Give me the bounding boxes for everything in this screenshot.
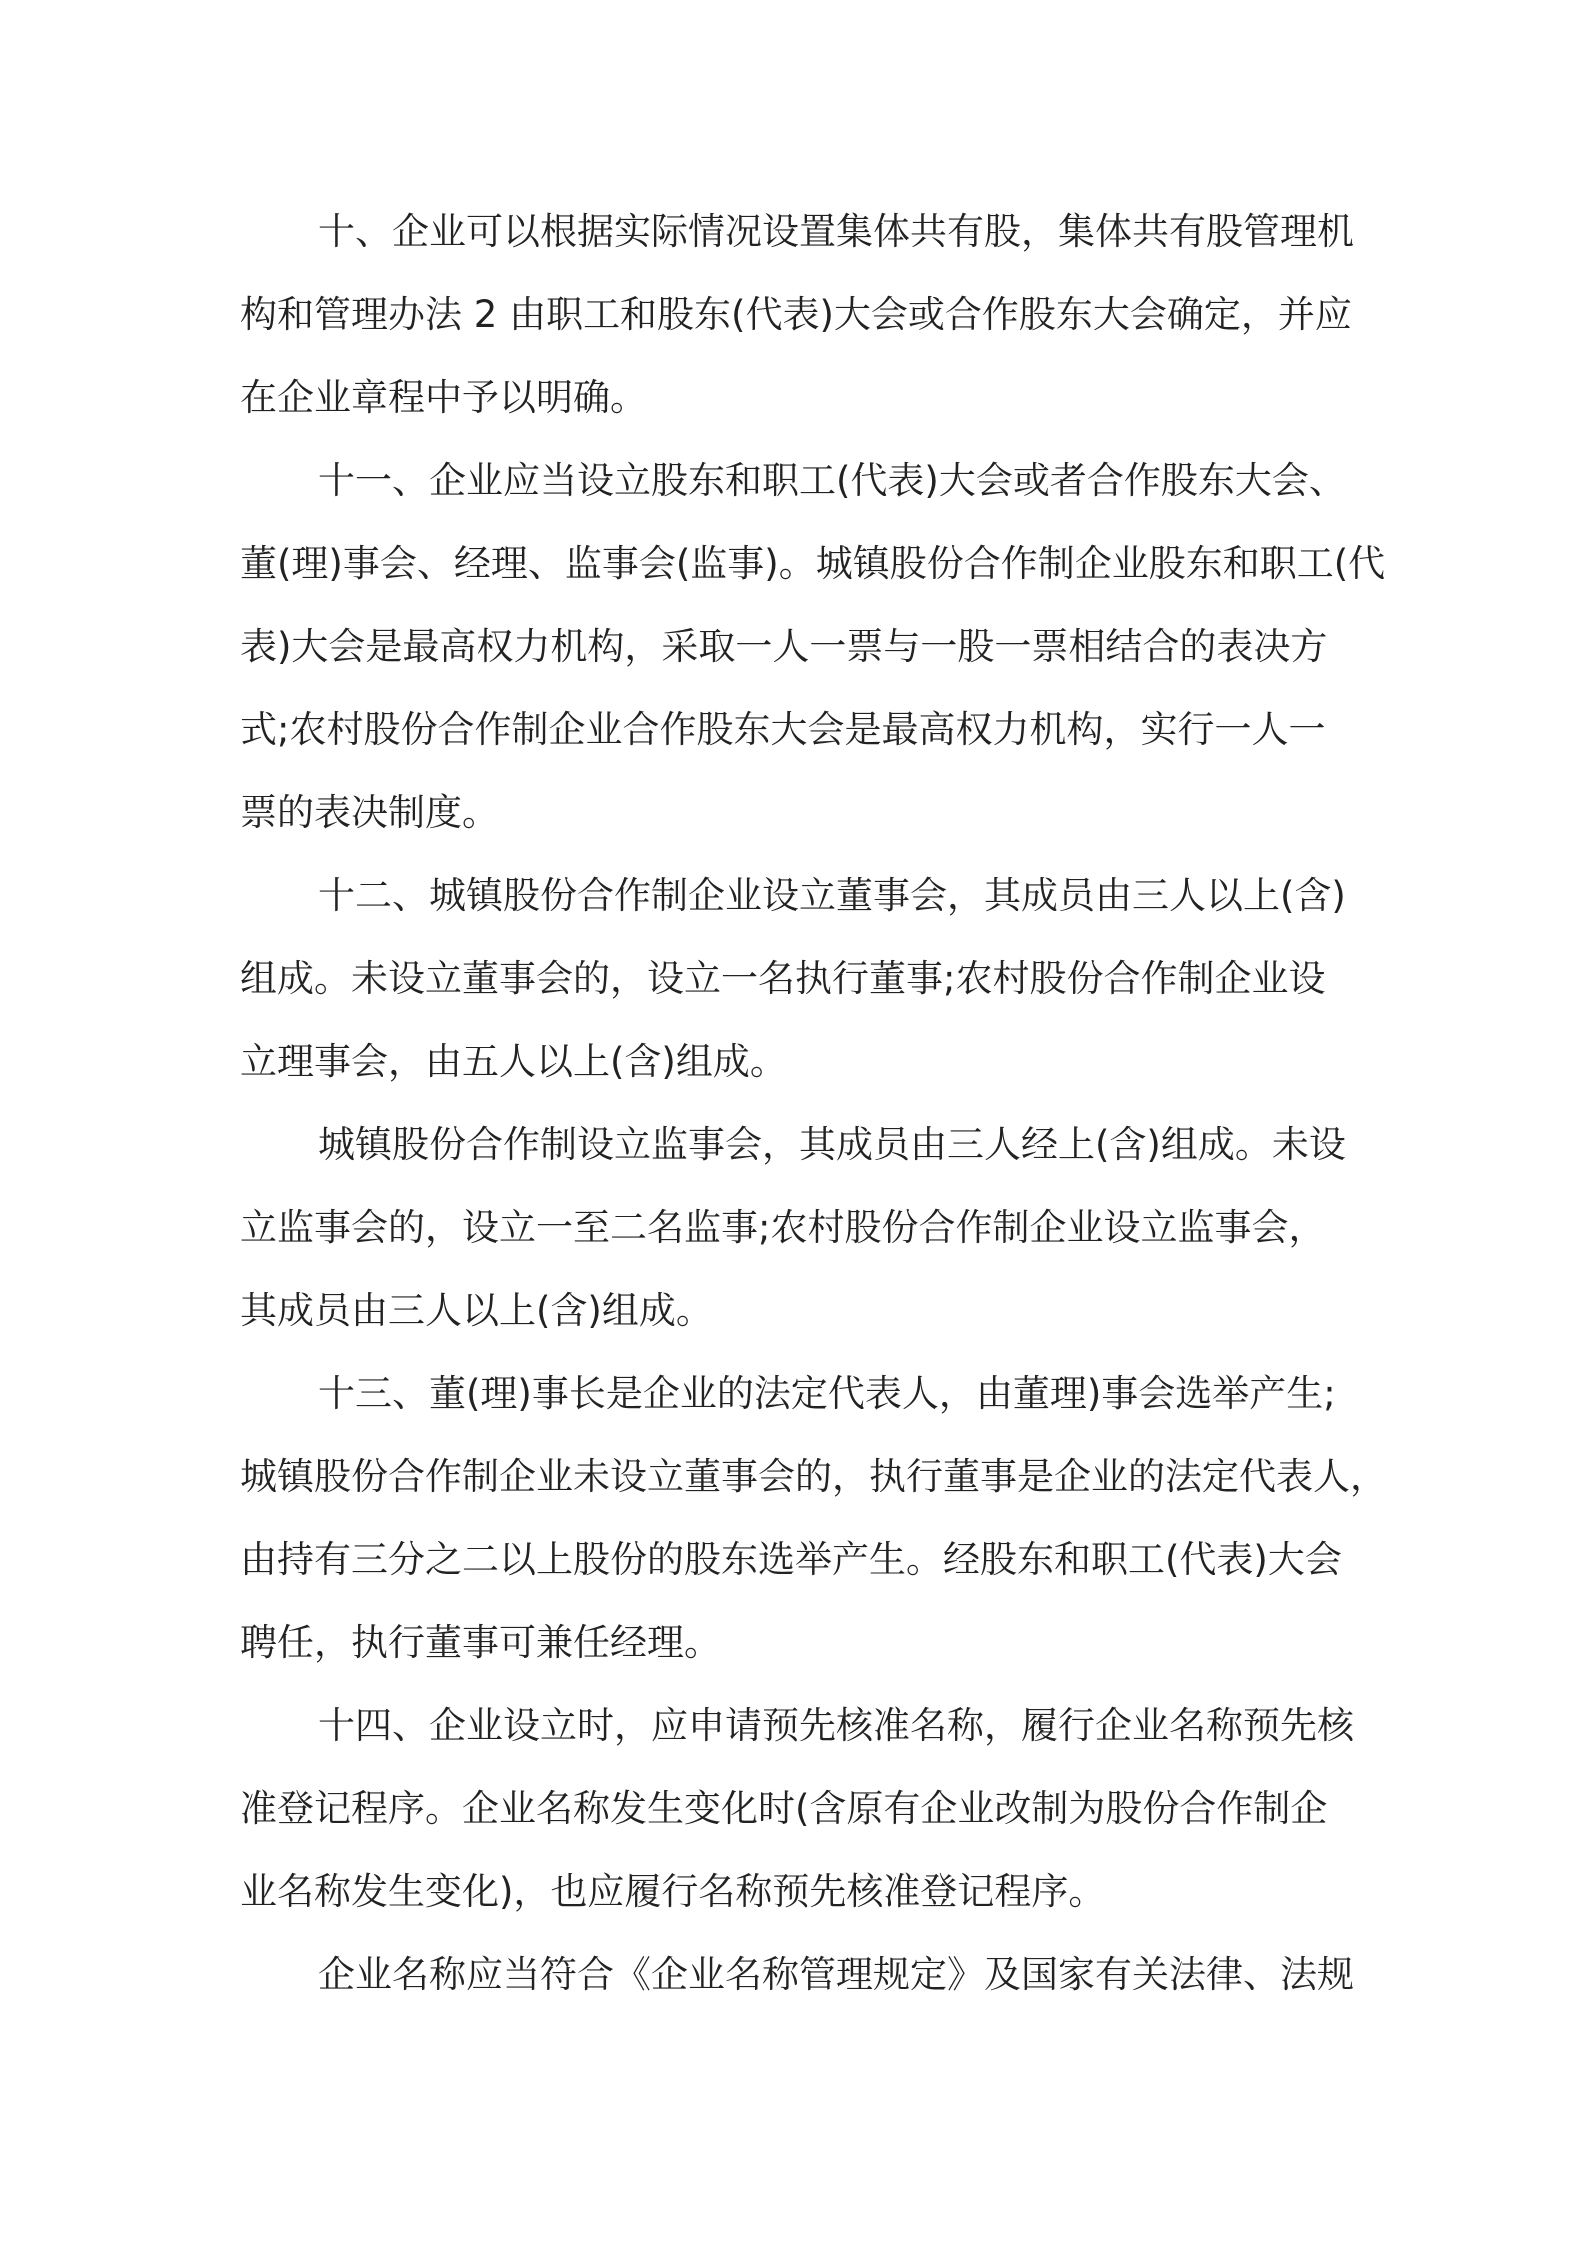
paragraph-3-line-3: 立理事会，由五人以上(含)组成。 <box>240 1040 787 1083</box>
paragraph-7-line-1: 企业名称应当符合《企业名称管理规定》及国家有关法律、法规 <box>318 1953 1354 1996</box>
paragraph-1-line-2: 构和管理办法 2 由职工和股东(代表)大会或合作股东大会确定，并应 <box>240 293 1352 336</box>
paragraph-2-line-4: 式;农村股份合作制企业合作股东大会是最高权力机构，实行一人一 <box>240 708 1326 751</box>
paragraph-5-line-4: 聘任，执行董事可兼任经理。 <box>240 1621 721 1664</box>
paragraph-4-line-3: 其成员由三人以上(含)组成。 <box>240 1289 713 1332</box>
paragraph-1-line-3: 在企业章程中予以明确。 <box>240 376 647 419</box>
paragraph-4-line-1: 城镇股份合作制设立监事会，其成员由三人经上(含)组成。未设 <box>318 1123 1346 1166</box>
paragraph-1-line-1: 十、企业可以根据实际情况设置集体共有股，集体共有股管理机 <box>318 210 1354 253</box>
paragraph-3-line-2: 组成。未设立董事会的，设立一名执行董事;农村股份合作制企业设 <box>240 957 1326 1000</box>
paragraph-6-line-1: 十四、企业设立时，应申请预先核准名称，履行企业名称预先核 <box>318 1704 1354 1747</box>
paragraph-4-line-2: 立监事会的，设立一至二名监事;农村股份合作制企业设立监事会， <box>240 1206 1326 1249</box>
paragraph-5-line-2: 城镇股份合作制企业未设立董事会的，执行董事是企业的法定代表人， <box>240 1455 1387 1498</box>
paragraph-2-line-5: 票的表决制度。 <box>240 791 499 834</box>
paragraph-6-line-2: 准登记程序。企业名称发生变化时(含原有企业改制为股份合作制企 <box>240 1787 1328 1830</box>
paragraph-5-line-3: 由持有三分之二以上股份的股东选举产生。经股东和职工(代表)大会 <box>240 1538 1342 1581</box>
paragraph-2-line-1: 十一、企业应当设立股东和职工(代表)大会或者合作股东大会、 <box>318 459 1346 502</box>
paragraph-5-line-1: 十三、董(理)事长是企业的法定代表人，由董理)事会选举产生; <box>318 1372 1336 1415</box>
paragraph-3-line-1: 十二、城镇股份合作制企业设立董事会，其成员由三人以上(含) <box>318 874 1346 917</box>
paragraph-6-line-3: 业名称发生变化)，也应履行名称预先核准登记程序。 <box>240 1870 1106 1913</box>
paragraph-2-line-3: 表)大会是最高权力机构，采取一人一票与一股一票相结合的表决方 <box>240 625 1328 668</box>
paragraph-2-line-2: 董(理)事会、经理、监事会(监事)。城镇股份合作制企业股东和职工(代 <box>240 542 1386 585</box>
